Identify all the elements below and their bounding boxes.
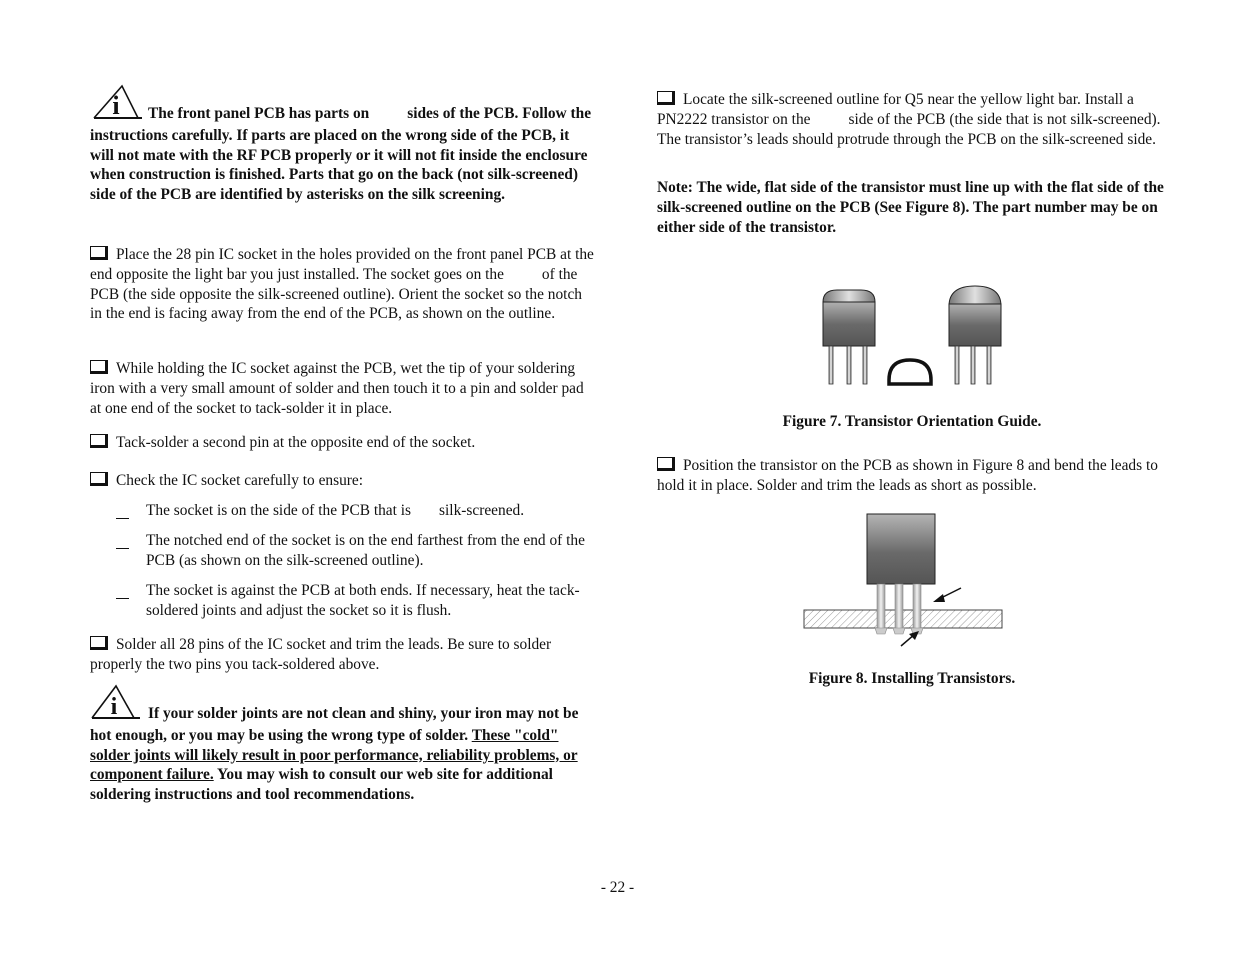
figure-8-caption: Figure 8. Installing Transistors.: [808, 670, 1016, 687]
arrow-icon: [933, 588, 961, 602]
step-second-pin: Tack-solder a second pin at the opposite end of the socket.: [90, 433, 596, 453]
step-place-socket: Place the 28 pin IC socket in the holes provided on the front panel PCB at the end opposite the light bar you just installed. The socket goes on the of the PCB (the side opposite the silk-screened outline). Orient the socket so the notch in the end is facing away from the end of the PCB, as shown on the outline.: [90, 246, 594, 323]
figure-8: [657, 512, 1167, 652]
info-warning-icon: [90, 684, 142, 726]
step-tack-solder: While holding the IC socket against the PCB, wet the tip of your soldering iron with a very small amount of solder and then touch it to a pin and solder pad at one end of the socket to tack-solder it in place.: [90, 360, 584, 417]
flat-side-outline-icon: [889, 360, 931, 384]
bullet-dash: [116, 518, 129, 519]
step-solder-all: Solder all 28 pins of the IC socket and trim the leads. Be sure to solder properly the two pins you tack-soldered above.: [90, 636, 552, 673]
bullet-dash: [116, 548, 129, 549]
step-locate-q5: Locate the silk-screened outline for Q5 near the yellow light bar. Install a PN2222 transistor on the side of the PCB (the side that is not silk-screened). The transistor’s leads should protrude through the PCB on the silk-screened side.: [657, 91, 1161, 148]
warning-text-cont: sides of the PCB. Follow the instructions carefully. If parts are placed on the wrong side of the PCB, it will not mate with the RF PCB properly or it will not fit inside the enclosure when construction is finished. Parts that go on the back (not silk-screened) side of the PCB are identified by asterisks on the silk screening.: [90, 105, 592, 204]
figure-7: [657, 284, 1167, 394]
transistor-flat-side-icon: [823, 290, 875, 384]
check-item-3: The socket is against the PCB at both ends. If necessary, heat the tack-soldered joints and adjust the socket so it is flush.: [90, 581, 596, 621]
checkbox-icon[interactable]: [657, 457, 675, 471]
page-number: - 22 -: [600, 879, 635, 896]
figure-7-caption: Figure 7. Transistor Orientation Guide.: [782, 413, 1042, 430]
transistor-round-side-icon: [949, 286, 1001, 384]
arrow-icon: [901, 631, 919, 646]
check-item-1: The socket is on the side of the PCB that is silk-screened.: [90, 501, 596, 521]
installing-transistors-figure: [657, 512, 1167, 652]
checkbox-icon[interactable]: [90, 636, 108, 650]
checkbox-icon[interactable]: [90, 434, 108, 448]
warning-text: The front panel PCB has parts on: [148, 105, 370, 122]
warning-note-2: i If your solder joints are not clean and shiny, your iron may not be hot enough, or you may be using the wrong type of solder. These "cold" solder joints will likely result in poor performance, reliability problems, or component failure. You may wish to consult our web site for additional soldering instructions and tool recommendations.: [90, 684, 596, 805]
checkbox-icon[interactable]: [90, 472, 108, 486]
svg-text:i: i: [112, 91, 120, 120]
step-check-socket: Check the IC socket carefully to ensure:: [90, 471, 596, 491]
svg-text:i: i: [110, 694, 118, 720]
note-flat-side: Note: The wide, flat side of the transistor must line up with the flat side of the silk-screened outline on the PCB (See Figure 8). The part number may be on either side of the transistor.: [657, 179, 1164, 236]
checkbox-icon[interactable]: [90, 360, 108, 374]
info-warning-icon: [90, 84, 142, 126]
step-position-transistor: Position the transistor on the PCB as shown in Figure 8 and bend the leads to hold it in place. Solder and trim the leads as short as possible.: [657, 457, 1158, 494]
checkbox-icon[interactable]: [90, 246, 108, 260]
transistor-orientation-figure: [657, 284, 1167, 394]
warning-note-1: [90, 84, 596, 205]
bullet-dash: [116, 598, 129, 599]
checkbox-icon[interactable]: [657, 91, 675, 105]
check-item-2: The notched end of the socket is on the end farthest from the end of the PCB (as shown on the silk-screened outline).: [90, 531, 596, 571]
